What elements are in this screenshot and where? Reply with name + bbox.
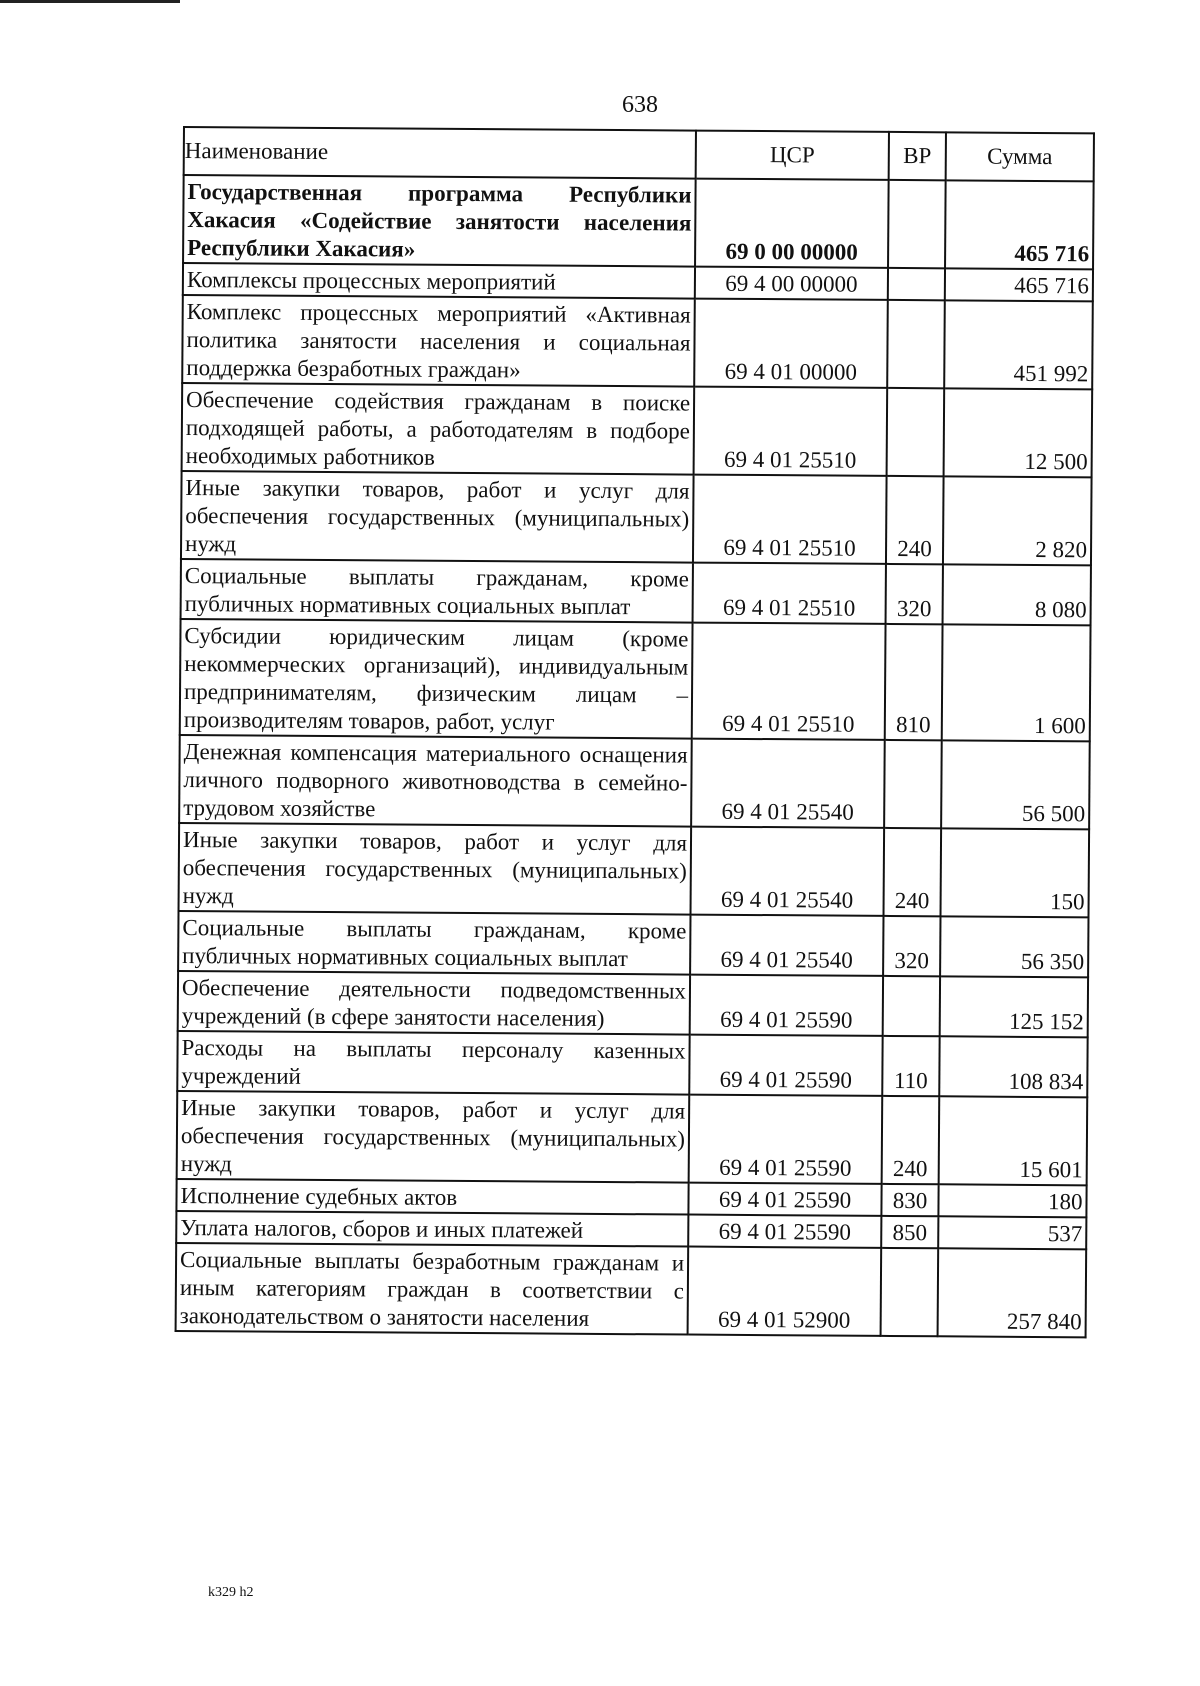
cell-sum: 257 840 — [938, 1248, 1087, 1337]
cell-vr — [888, 180, 946, 268]
cell-csr: 69 4 01 25540 — [691, 739, 885, 828]
table-row — [180, 619, 1091, 741]
table-row — [181, 471, 1092, 565]
header-csr: ЦСР — [696, 131, 889, 180]
cell-name: Иные закупки товаров, работ и услуг для обеспечения государственных (муниципальных) нужд — [177, 1091, 690, 1183]
cell-name: Расходы на выплаты персоналу казенных учреждений — [177, 1031, 689, 1095]
cell-csr: 69 4 01 25510 — [694, 387, 888, 476]
cell-sum: 465 716 — [945, 268, 1093, 301]
cell-name: Государственная программа Республики Хакасия «Содействие занятости населения Республики Хакасия» — [183, 175, 696, 267]
table-row — [176, 1243, 1087, 1337]
cell-sum: 1 600 — [942, 624, 1091, 741]
header-name: Наименование — [184, 127, 696, 179]
cell-name: Социальные выплаты гражданам, кроме публичных нормативных социальных выплат — [181, 559, 693, 623]
cell-vr — [887, 300, 945, 388]
cell-csr: 69 4 01 25590 — [690, 975, 883, 1036]
cell-name: Социальные выплаты безработным гражданам и иным категориям граждан в соответствии с законодательством о занятости населения — [176, 1243, 689, 1335]
cell-vr: 830 — [881, 1184, 938, 1216]
table-row — [179, 735, 1090, 829]
cell-vr: 240 — [882, 1096, 940, 1184]
cell-vr — [888, 268, 945, 300]
footer-code: k329 h2 — [208, 1585, 254, 1600]
cell-csr: 69 4 01 00000 — [694, 299, 888, 388]
table-row — [182, 383, 1093, 477]
cell-vr — [881, 1248, 939, 1336]
cell-sum: 125 152 — [940, 976, 1088, 1037]
table-header — [184, 127, 1094, 181]
cell-vr: 110 — [882, 1036, 939, 1096]
cell-vr — [883, 976, 940, 1036]
cell-sum: 180 — [938, 1184, 1086, 1217]
cell-csr: 69 0 00 00000 — [695, 179, 889, 268]
page-number: 638 — [622, 92, 658, 118]
header-vr: ВР — [889, 132, 946, 180]
cell-csr: 69 4 01 25590 — [689, 1035, 882, 1096]
cell-csr: 69 4 01 25590 — [688, 1183, 881, 1216]
cell-name: Субсидии юридическим лицам (кроме некоммерческих организаций), индивидуальным предпринимателям, физическим лицам – производителям товаров, работ, услуг — [180, 619, 693, 739]
cell-name: Денежная компенсация материального оснащения личного подворного животноводства в семейно-трудовом хозяйстве — [179, 735, 692, 827]
cell-vr — [884, 740, 942, 828]
cell-csr: 69 4 01 25510 — [693, 563, 886, 624]
header-row — [184, 127, 1094, 181]
cell-name: Иные закупки товаров, работ и услуг для обеспечения государственных (муниципальных) нужд — [181, 471, 694, 563]
cell-sum: 12 500 — [944, 388, 1093, 477]
table-body — [176, 175, 1094, 1337]
header-sum: Сумма — [946, 132, 1094, 181]
cell-sum: 451 992 — [944, 300, 1093, 389]
table-row — [177, 1091, 1088, 1185]
cell-csr: 69 4 01 25590 — [689, 1095, 883, 1184]
cell-csr: 69 4 01 25540 — [690, 915, 883, 976]
cell-name: Иные закупки товаров, работ и услуг для обеспечения государственных (муниципальных) нужд — [179, 823, 692, 915]
cell-sum: 150 — [941, 828, 1090, 917]
cell-name: Комплекс процессных мероприятий «Активная политика занятости населения и социальная поддержка безработных граждан» — [182, 295, 695, 387]
cell-csr: 69 4 00 00000 — [695, 267, 888, 300]
cell-sum: 537 — [938, 1216, 1086, 1249]
cell-name: Комплексы процессных мероприятий — [183, 263, 695, 299]
budget-table — [175, 126, 1095, 1338]
cell-sum: 15 601 — [939, 1096, 1088, 1185]
table-row — [182, 295, 1093, 389]
cell-csr: 69 4 01 25510 — [693, 475, 887, 564]
table-row — [178, 971, 1088, 1037]
cell-csr: 69 4 01 25590 — [688, 1215, 881, 1248]
table-row — [181, 559, 1091, 625]
cell-csr: 69 4 01 25510 — [692, 623, 886, 740]
cell-sum: 56 500 — [941, 740, 1090, 829]
cell-name: Обеспечение содействия гражданам в поиске подходящей работы, а работодателям в подборе необходимых работников — [182, 383, 695, 475]
cell-csr: 69 4 01 52900 — [688, 1247, 882, 1336]
cell-name: Обеспечение деятельности подведомственных учреждений (в сфере занятости населения) — [178, 971, 690, 1035]
cell-csr: 69 4 01 25540 — [691, 827, 885, 916]
table-row — [183, 175, 1094, 269]
cell-vr — [887, 388, 945, 476]
cell-sum: 465 716 — [945, 180, 1094, 269]
cell-vr: 240 — [884, 828, 942, 916]
cell-name: Социальные выплаты гражданам, кроме публичных нормативных социальных выплат — [178, 911, 690, 975]
cell-sum: 56 350 — [940, 916, 1088, 977]
table-row — [178, 911, 1088, 977]
table-row — [179, 823, 1090, 917]
table-row — [177, 1031, 1087, 1097]
cell-vr: 320 — [886, 564, 943, 624]
cell-vr: 850 — [881, 1216, 938, 1248]
cell-sum: 108 834 — [939, 1036, 1087, 1097]
cell-name: Исполнение судебных актов — [176, 1179, 688, 1215]
cell-vr: 320 — [883, 916, 940, 976]
cell-vr: 240 — [886, 476, 944, 564]
scan-edge-line — [0, 0, 180, 3]
cell-sum: 8 080 — [943, 564, 1091, 625]
cell-sum: 2 820 — [943, 476, 1092, 565]
cell-name: Уплата налогов, сборов и иных платежей — [176, 1211, 688, 1247]
cell-vr: 810 — [885, 624, 943, 740]
